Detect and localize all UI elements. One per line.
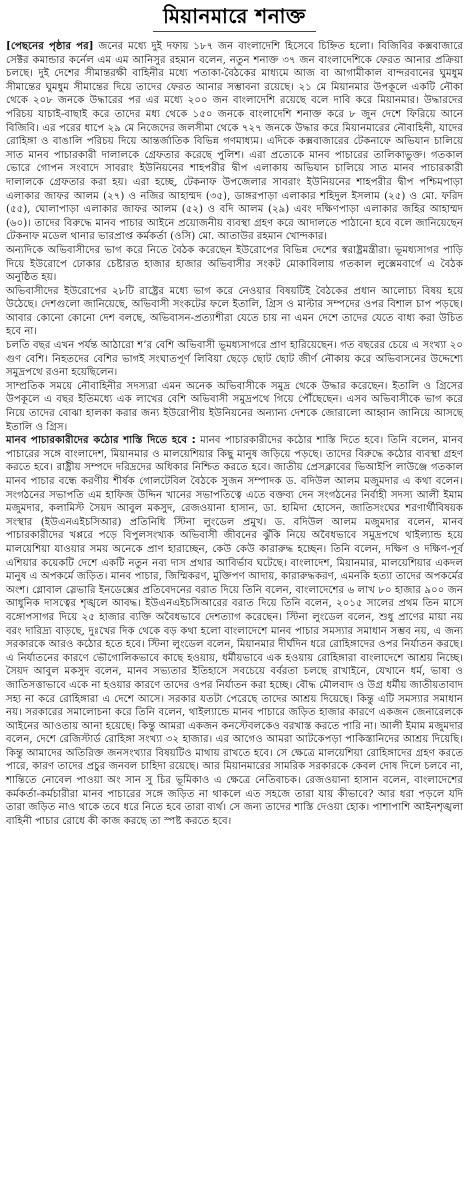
paragraph-continuation bbox=[6, 40, 463, 244]
paragraph-text: সাম্প্রতিক সময়ে নৌবাহিনীর সদস্যরা এমন অনেক অভিবাসীকে সমুদ্র থেকে উদ্ধার করেছেন। ইতালি ও গ্রিসের উপকূলে এ বছর ইতিমধ্যে এক লাখের বেশি অভিবাসী সমুদ্রপথে গিয়ে পৌঁছেছেন। এসব অভিবাসীকে ভাগ করে নিয়ে তাদের বোঝা হালকা করার জন্য ইউরোপীয় ইউনিয়নের অন্যান্য দেশকে জোরালো আহ্বান জানিয়ে আসছে ইতালি ও গ্রিস। bbox=[6, 380, 463, 433]
article-body bbox=[6, 40, 463, 828]
subheading: মানব পাচারকারীদের কঠোর শাস্তি দিতে হবে : bbox=[6, 435, 196, 447]
paragraph-text: চলতি বছর এখন পর্যন্ত আঠারো শ’র বেশি অভিবাসী ভূমধ্যসাগরে প্রাণ হারিয়েছেন। গত বছরের চেয়ে এ সংখ্যা ২০ গুণ বেশি। নিহতদের বেশির ভাগই সংঘাতপূর্ণ লিবিয়া ছেড়ে ছোট ছোট জীর্ণ নৌকায় করে অভিবাসনের উদ্দেশ্যে সমুদ্রপথে রওনা হয়েছিলেন। bbox=[6, 340, 463, 379]
headline: মিয়ানমারে শনাক্ত bbox=[153, 4, 316, 32]
headline-bar bbox=[6, 0, 463, 40]
paragraph-text: মানব পাচারকারীদের কঠোর শাস্তি দিতে হবে। তিনি বলেন, মানব পাচারের সঙ্গে বাংলাদেশ, মিয়ানমার ও মালয়েশিয়ার কিছু মানুষ জড়িয়ে পড়ছে। তাদের বিরুদ্ধে কঠোর ব্যবস্থা গ্রহণ করতে হবে। রাষ্ট্রীয় সম্পদে দরিদ্রদের অধিকার নিশ্চিত করতে হবে। জাতীয় প্রেসক্লাবের ভিআইপি লাউঞ্জে গতকাল মানব পাচার বন্ধে করণীয় শীর্ষক গোলটেবিল বৈঠকে সুজন সম্পাদক ড. বদিউল আলম মজুমদার এ কথা বলেন। সংগঠনের সভাপতি এম হাফিজ উদ্দিন খানের সভাপতিত্বে এতে বক্তব্য দেন সংগঠনের নির্বাহী সদস্য আলী ইমাম মজুমদার, কলামিস্ট সৈয়দ আবুল মকসুদ, রেজওয়ানা হাসান, ডা. হামিদা হোসেন, জাতিসংঘের শরণার্থীবিষয়ক সংস্থার (ইউএনএইচসিআর) প্রতিনিধি স্টিনা লুংডেল প্রমুখ। ড. বদিউল আলম মজুমদার বলেন, মানব পাচারকারীদের খপ্পরে পড়ে বিপুলসংখ্যক অভিবাসী জীবনের ঝুঁকি নিয়ে অবৈধভাবে সমুদ্রপথে থাইল্যান্ড হয়ে মালয়েশিয়া যাওয়ার সময় অনেকে প্রাণ হারাচ্ছেন, কেউ কেউ কারারুদ্ধ হচ্ছেন। তিনি বলেন, দক্ষিণ ও দক্ষিণ-পূর্ব এশিয়ার কয়েকটি দেশে একটি নতুন নব্য দাস প্রথার আবির্ভাব ঘটেছে। বাংলাদেশ, মিয়ানমার, মালয়েশিয়ার একদল মানুষ এ অপকর্মে জড়িত। মানব পাচার, জিম্মিকরণ, মুক্তিপণ আদায়, কারারুদ্ধকরণ, এমনকি হত্যা তাদের অপকর্মের অংশ। গ্লোবাল স্লেভারি ইনডেক্সের প্রতিবেদনের বরাত দিয়ে তিনি বলেন, বাংলাদেশের ৬ লাখ ৮০ হাজার ৯০০ জন আধুনিক দাসত্বের শৃঙ্খলে আবদ্ধ। ইউএনএইচসিআরের বরাত দিয়ে তিনি বলেন, ২০১৫ সালের প্রথম তিন মাসে বঙ্গোপসাগর দিয়ে ২৫ হাজার ব্যক্তি অবৈধভাবে দেশত্যাগ করেছেন। স্টিনা লুংডেল বলেন, শুধু প্রাণের মায়া নয় বরং দারিদ্র্য বাড়ছে, দুঃখের দিক থেকে বড় কথা হলো বাংলাদেশে মানব পাচার সমস্যার সমাধান সম্ভব নয়, এ জন্য সরকারকে আরও কঠোর হতে হবে। স্টিনা লুংডেল বলেন, মিয়ানমার দীর্ঘদিন ধরে রোহিঙ্গাদের ওপর নির্যাতন করছে। এ নির্যাতনের কারণে ভৌগোলিকভাবে কাছে হওয়ায়, ধর্মীয়ভাবে এক হওয়ায় রোহিঙ্গারা বাংলাদেশে আশ্রয় নিচ্ছে। সৈয়দ আবুল মকসুদ বলেন, মানব সভ্যতার ইতিহাসে সবচেয়ে বর্বরতা চলছে রাখাইনে, যেখানে ধর্ম, ভাষা ও জাতিসত্তাভাবে একে না হওয়ার কারণে তাদের ওপর নির্যাতন করা হচ্ছে। বৌদ্ধ মৌলবাদ ও উগ্র ধর্মীয় জাতীয়তাবাদ সহ্য না করে রোহিঙ্গারা এ দেশে আসে। সরকার যতটা পেরেছে তাদের আশ্রয় দিয়েছে। কিন্তু এটি সমস্যার সমাধান নয়। সরকারের সমালোচনা করে তিনি বলেন, থাইল্যান্ডে মানব পাচারে জড়িত হাজার কারণে একজন জেনারেলকে আইনের আওতায় আনা হয়েছে। কিন্তু আমরা একজন কনস্টেবলকেও বরখাস্ত করতে পারি না। আলী ইমাম মজুমদার বলেন, দেশে রেজিস্টার্ড রোহিঙ্গা সংখ্যা ৩২ হাজার। এর আগেও আমরা আটকেপড়া পাকিস্তানিদের আশ্রয় দিয়েছি। কিন্তু আমাদের অতিরিক্ত জনসংখ্যার বিষয়টিও মাথায় রাখতে হবে। সে ক্ষেত্রে মালয়েশিয়া রোহিঙ্গাদের গ্রহণ করতে পারে, কারণ তাদের প্রচুর জনবল চাহিদা রয়েছে। আর মিয়ানমারের সামরিক সরকারকে কেবল দোষ দিলে চলবে না, শান্তিতে নোবেল পাওয়া অং সান সু চির ভূমিকাও এ ক্ষেত্রে নেতিবাচক। রেজওয়ানা হাসান বলেন, বাংলাদেশের কর্মকর্তা-কর্মচারীরা মানব পাচারের সঙ্গে জড়িত না থাকলে এত সহজে তারা যায় কীভাবে? আর ধরা পড়লে যদি তারা জড়িত নাও থাকে তবে ধরে নিতে হবে তারা ব্যর্থ। সে জন্য তাদের শাস্তি দেওয়া হোক। পাশাপাশি আইনশৃঙ্খলা বাহিনী পাচার রোধে কী কাজ করছে তা স্পষ্ট করতে হবে। bbox=[6, 435, 463, 827]
paragraph-migrant-sharing bbox=[6, 285, 463, 339]
paragraph-mediterranean-deaths bbox=[6, 339, 463, 380]
paragraph-text: জনের মধ্যে দুই দফায় ১৮৭ জন বাংলাদেশি হিসেবে চিহ্নিত হলো। বিজিবির কক্সবাজারে সেক্টর কমান্ডার কর্নেল এম এম আনিসুর রহমান বলেন, নতুন শনাক্ত ৩৭ জন বাংলাদেশিকে ফেরত আনার প্রক্রিয়া চলছে। দুই দেশের সীমান্তরক্ষী বাহিনীর মধ্যে পতাকা-বৈঠকের মাধ্যমে আজ বা আগামীকাল বান্দরবানের ঘুমধুম সীমান্তের ঘুমধুম সীমান্তের দিয়ে তাদের ফেরত আনার সম্ভাবনা রয়েছে। ২১ মে মিয়ানমার উপকূলে একটি নৌকা থেকে ২০৮ জনকে উদ্ধারের পর এর মধ্যে ২০০ জন বাংলাদেশি রয়েছে বলে দাবি করে মিয়ানমার। উদ্ধারদের পরিচয় যাচাই-বাছাই করে তাদের মধ্য থেকে ১৫০ জনকে বাংলাদেশি শনাক্ত করে ৮ জুন দেশে ফিরিয়ে আনে বিজিবি। এর পরের ধাপে ২৯ মে নিজেদের জলসীমা থেকে ৭২৭ জনকে উদ্ধার করে মিয়ানমারের নৌবাহিনী, যাদের রোহিঙ্গা ও বাঙালি পরিচয় দিয়ে আন্তর্জাতিক বিভিন্ন গণমাধ্যম। এদিকে কক্সবাজারের টেকনাফে অভিযান চালিয়ে সাত মানব পাচারকারী দালালকে গ্রেফতার করেছে পুলিশ। এরা প্রত্যেকে মানব পাচারের তালিকাভুক্ত। গতকাল ভোরে গোপন সংবাদে সাবরাং ইউনিয়নের শাহপরীর দ্বীপ এলাকায় অভিযান চালিয়ে সাত মানব পাচারকারী দালালকে গ্রেফতার করা হয়। এরা হচ্ছে, টেকনাফ উপজেলার সাবরাং ইউনিয়নের শাহপরীর দ্বীপ পশ্চিমপাড়া এলাকার জাফর আলম (২৭) ও নজির আহাম্মদ (৩৫), ডাঙ্গরপাড়া এলাকার শহিদুল ইসলাম (২৫) ও মো. ফরিদ (৫৫), ঘোলাপাড়া এলাকার জাফর আলম (৫২) ও বদি আলম (২৯) এবং দক্ষিণপাড়া এলাকার জহির আহাম্মদ (৬০)। তাদের বিরুদ্ধে মানব পাচার আইনে প্রয়োজনীয় ব্যবস্থা গ্রহণ করে আদালতে পাঠানো হবে বলে জানিয়েছেন টেকনাফ মডেল থানার ভারপ্রাপ্ত কর্মকর্তা (ওসি) মো. আতাউর রহমান খোন্দকার। bbox=[6, 41, 463, 243]
paragraph-rescue bbox=[6, 380, 463, 434]
paragraph-text: অন্যদিকে অভিবাসীদের ভাগ করে নিতে বৈঠক করেছেন ইউরোপের বিভিন্ন দেশের স্বরাষ্ট্রমন্ত্রীরা। ভূমধ্যসাগর পাড়ি দিয়ে ইউরোপে ঢোকার চেষ্টারত হাজার হাজার অভিবাসীর সংকট মোকাবিলায় গতকাল লুক্সেমবার্গে এ বৈঠক অনুষ্ঠিত হয়। bbox=[6, 244, 463, 284]
paragraph-text: অভিবাসীদের ইউরোপের ২৮টি রাষ্ট্রের মধ্যে ভাগ করে নেওয়ার বিষয়টিই বৈঠকের প্রধান আলোচ্য বিষয় হয়ে উঠেছে। দেশগুলো জানিয়েছে, অভিবাসী সংকটের ফলে ইতালি, গ্রিস ও মাল্টার সম্পদের ওপর বিশাল চাপ পড়ছে। আবার কোনো কোনো দেশ বলছে, অভিবাসন-প্রত্যাশীরা যেতে চায় না এমন দেশে তাদের যেতে বাধ্য করা উচিত হবে না। bbox=[6, 285, 463, 338]
paragraph-trafficking-punishment bbox=[6, 434, 463, 828]
continuation-marker: [পেছনের পৃষ্ঠার পর] bbox=[6, 40, 94, 52]
paragraph-europe-meeting bbox=[6, 244, 463, 285]
